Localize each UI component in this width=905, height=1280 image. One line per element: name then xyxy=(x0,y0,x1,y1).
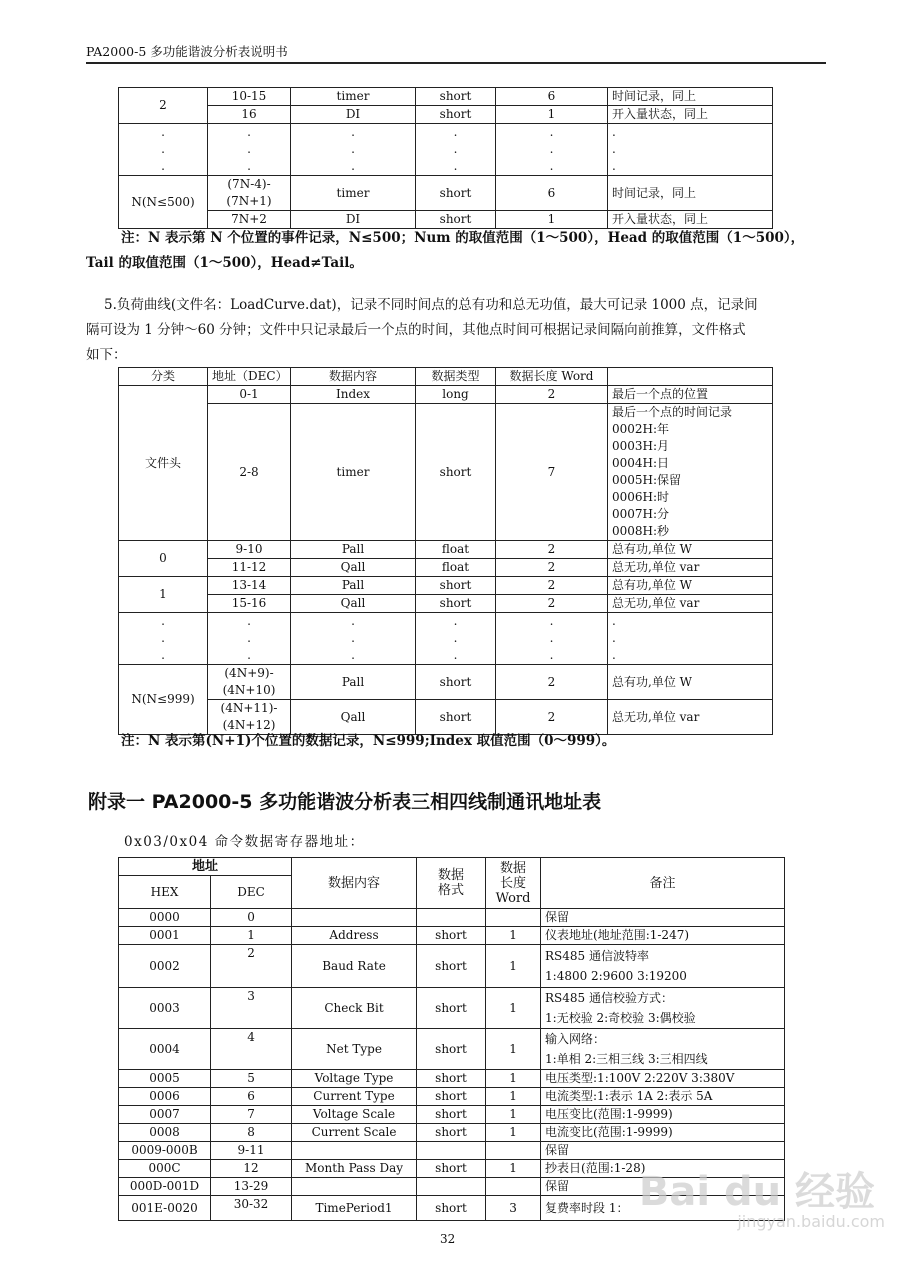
dec-cell: 8 xyxy=(211,1124,292,1142)
format-cell: short xyxy=(417,1070,486,1088)
content-cell: Pall xyxy=(291,577,416,595)
remark-cell: 保留 xyxy=(541,1178,785,1196)
type-cell: short xyxy=(416,176,496,211)
header-content: 数据内容 xyxy=(292,858,417,909)
length-cell: . . . xyxy=(496,124,608,176)
page-number: 32 xyxy=(440,1232,456,1246)
remark-cell: 时间记录，同上 xyxy=(608,176,773,211)
hex-cell: 0000 xyxy=(119,909,211,927)
table-row xyxy=(119,1106,785,1124)
remark-cell: 总有功,单位 W xyxy=(608,577,773,595)
content-cell: Pall xyxy=(291,665,416,700)
note-event-records xyxy=(86,226,831,276)
type-cell: short xyxy=(416,211,496,229)
table-row xyxy=(119,988,785,1029)
content-cell: Pall xyxy=(291,541,416,559)
type-cell: short xyxy=(416,665,496,700)
remark-cell: 开入量状态，同上 xyxy=(608,211,773,229)
header-remark: 备注 xyxy=(541,858,785,909)
hex-cell: 000D-001D xyxy=(119,1178,211,1196)
hex-cell: 0005 xyxy=(119,1070,211,1088)
paragraph-line: 5.负荷曲线(文件名：LoadCurve.dat)，记录不同时间点的总有功和总无功值，最大可记录 1000 点，记录间 xyxy=(104,297,758,313)
table-row xyxy=(119,1070,785,1088)
paragraph-line: 如下： xyxy=(86,347,127,363)
remark-cell: 开入量状态，同上 xyxy=(608,106,773,124)
dec-cell: 1 xyxy=(211,927,292,945)
content-cell: Net Type xyxy=(292,1029,417,1070)
paragraph-line: 隔可设为 1 分钟～60 分钟；文件中只记录最后一个点的时间，其他点时间可根据记录间隔向前推算，文件格式 xyxy=(86,322,746,338)
column-header: 地址（DEC） xyxy=(208,368,291,386)
type-cell: float xyxy=(416,541,496,559)
format-cell: short xyxy=(417,1160,486,1178)
content-cell: Current Type xyxy=(292,1088,417,1106)
content-cell: Baud Rate xyxy=(292,945,417,988)
column-header xyxy=(608,368,773,386)
content-cell: DI xyxy=(291,106,416,124)
address-cell: 13-14 xyxy=(208,577,291,595)
length-cell xyxy=(486,1142,541,1160)
dec-cell: 7 xyxy=(211,1106,292,1124)
hex-cell: 0001 xyxy=(119,927,211,945)
column-header: 分类 xyxy=(119,368,208,386)
content-cell: Voltage Scale xyxy=(292,1106,417,1124)
length-cell: . . . xyxy=(496,613,608,665)
remark-cell: 总无功,单位 var xyxy=(608,595,773,613)
address-cell: 9-10 xyxy=(208,541,291,559)
column-header: 数据长度 Word xyxy=(496,368,608,386)
hex-cell: 0009-000B xyxy=(119,1142,211,1160)
dec-cell: 30-32 xyxy=(211,1196,292,1221)
dec-cell: 9-11 xyxy=(211,1142,292,1160)
header-format: 数据 格式 xyxy=(417,858,486,909)
column-header: 数据内容 xyxy=(291,368,416,386)
category-cell: 文件头 xyxy=(119,386,208,541)
remark-cell: . . . xyxy=(608,613,773,665)
header-dec: DEC xyxy=(211,876,292,909)
format-cell: short xyxy=(417,1124,486,1142)
remark-cell: 仪表地址(地址范围:1-247) xyxy=(541,927,785,945)
remark-cell: . . . xyxy=(608,124,773,176)
content-cell: . . . xyxy=(291,613,416,665)
table-row xyxy=(119,927,785,945)
content-cell: Qall xyxy=(291,700,416,735)
dec-cell: 2 xyxy=(211,945,292,988)
remark-cell: 总无功,单位 var xyxy=(608,700,773,735)
content-cell: Check Bit xyxy=(292,988,417,1029)
table-row xyxy=(119,595,773,613)
length-cell: 1 xyxy=(486,1124,541,1142)
content-cell: Index xyxy=(291,386,416,404)
length-cell: 2 xyxy=(496,595,608,613)
length-cell: 1 xyxy=(486,1029,541,1070)
content-cell: DI xyxy=(291,211,416,229)
address-cell: (4N+9)- (4N+10) xyxy=(208,665,291,700)
table-row xyxy=(119,909,785,927)
category-cell: 1 xyxy=(119,577,208,613)
remark-cell: 抄表日(范围:1-28) xyxy=(541,1160,785,1178)
hex-cell: 0008 xyxy=(119,1124,211,1142)
format-cell: short xyxy=(417,927,486,945)
table-row xyxy=(119,1088,785,1106)
content-cell: Qall xyxy=(291,595,416,613)
length-cell: 1 xyxy=(486,1106,541,1124)
format-cell: short xyxy=(417,1088,486,1106)
dec-cell: 4 xyxy=(211,1029,292,1070)
length-cell: 7 xyxy=(496,404,608,541)
category-cell: . . . xyxy=(119,124,208,176)
type-cell: short xyxy=(416,577,496,595)
header-length: 数据 长度 Word xyxy=(486,858,541,909)
length-cell: 2 xyxy=(496,541,608,559)
format-cell: short xyxy=(417,1196,486,1221)
category-cell: N(N≤999) xyxy=(119,665,208,735)
type-cell: short xyxy=(416,404,496,541)
type-cell: short xyxy=(416,106,496,124)
length-cell: 1 xyxy=(496,106,608,124)
table-row xyxy=(119,945,785,988)
note-load-curve: 注：N 表示第(N+1)个位置的数据记录，N≤999;Index 取值范围（0～999）。 xyxy=(121,733,616,749)
hex-cell: 0002 xyxy=(119,945,211,988)
length-cell: 6 xyxy=(496,88,608,106)
type-cell: short xyxy=(416,700,496,735)
table-row xyxy=(119,541,773,559)
remark-cell: 保留 xyxy=(541,909,785,927)
category-cell: N(N≤500) xyxy=(119,176,208,229)
format-cell xyxy=(417,909,486,927)
format-cell xyxy=(417,1178,486,1196)
category-cell: 2 xyxy=(119,88,208,124)
content-cell: timer xyxy=(291,176,416,211)
hex-cell: 001E-0020 xyxy=(119,1196,211,1221)
appendix-title: 附录一 PA2000-5 多功能谐波分析表三相四线制通讯地址表 xyxy=(88,791,602,813)
content-cell xyxy=(292,1142,417,1160)
content-cell: . . . xyxy=(291,124,416,176)
address-cell: 2-8 xyxy=(208,404,291,541)
length-cell xyxy=(486,909,541,927)
address-cell: (7N-4)- (7N+1) xyxy=(208,176,291,211)
content-cell: Voltage Type xyxy=(292,1070,417,1088)
address-cell: 7N+2 xyxy=(208,211,291,229)
address-cell: 16 xyxy=(208,106,291,124)
table-row xyxy=(119,88,773,106)
remark-cell: 时间记录，同上 xyxy=(608,88,773,106)
appendix-subtitle: 0x03/0x04 命令数据寄存器地址： xyxy=(124,834,365,850)
table-row xyxy=(119,577,773,595)
address-cell: 10-15 xyxy=(208,88,291,106)
dec-cell: 12 xyxy=(211,1160,292,1178)
dec-cell: 6 xyxy=(211,1088,292,1106)
table-row xyxy=(119,386,773,404)
address-cell: . . . xyxy=(208,613,291,665)
table-row xyxy=(119,1029,785,1070)
remark-cell: 总有功,单位 W xyxy=(608,665,773,700)
content-cell: Current Scale xyxy=(292,1124,417,1142)
header-hex: HEX xyxy=(119,876,211,909)
event-record-table xyxy=(118,87,773,229)
address-cell: 0-1 xyxy=(208,386,291,404)
length-cell: 1 xyxy=(486,1070,541,1088)
address-cell: (4N+11)- (4N+12) xyxy=(208,700,291,735)
length-cell: 2 xyxy=(496,665,608,700)
remark-cell: 电流类型:1:表示 1A 2:表示 5A xyxy=(541,1088,785,1106)
length-cell: 6 xyxy=(496,176,608,211)
category-cell: 0 xyxy=(119,541,208,577)
dec-cell: 0 xyxy=(211,909,292,927)
address-cell: . . . xyxy=(208,124,291,176)
content-cell: Qall xyxy=(291,559,416,577)
remark-cell: 最后一个点的位置 xyxy=(608,386,773,404)
content-cell xyxy=(292,1178,417,1196)
length-cell xyxy=(486,1178,541,1196)
hex-cell: 0003 xyxy=(119,988,211,1029)
type-cell: . . . xyxy=(416,124,496,176)
category-cell: . . . xyxy=(119,613,208,665)
address-cell: 15-16 xyxy=(208,595,291,613)
content-cell: timer xyxy=(291,88,416,106)
length-cell: 2 xyxy=(496,559,608,577)
type-cell: short xyxy=(416,595,496,613)
content-cell: TimePeriod1 xyxy=(292,1196,417,1221)
remark-cell: 电流变比(范围:1-9999) xyxy=(541,1124,785,1142)
length-cell: 2 xyxy=(496,386,608,404)
remark-cell: 电压变比(范围:1-9999) xyxy=(541,1106,785,1124)
table-row xyxy=(119,665,773,700)
content-cell: Month Pass Day xyxy=(292,1160,417,1178)
remark-cell: 最后一个点的时间记录 0002H:年 0003H:月 0004H:日 0005H:保留 0006H:时 0007H:分 0008H:秒 xyxy=(608,404,773,541)
length-cell: 2 xyxy=(496,577,608,595)
table-row xyxy=(119,613,773,665)
length-cell: 1 xyxy=(496,211,608,229)
dec-cell: 3 xyxy=(211,988,292,1029)
remark-cell: 总有功,单位 W xyxy=(608,541,773,559)
table-row xyxy=(119,1142,785,1160)
table-row xyxy=(119,124,773,176)
running-header: PA2000-5 多功能谐波分析表说明书 xyxy=(86,44,288,59)
type-cell: . . . xyxy=(416,613,496,665)
table-row xyxy=(119,404,773,541)
length-cell: 1 xyxy=(486,927,541,945)
length-cell: 2 xyxy=(496,700,608,735)
length-cell: 1 xyxy=(486,945,541,988)
table-row xyxy=(119,176,773,211)
dec-cell: 5 xyxy=(211,1070,292,1088)
table-row xyxy=(119,559,773,577)
format-cell: short xyxy=(417,1029,486,1070)
column-header: 数据类型 xyxy=(416,368,496,386)
remark-cell: 总无功,单位 var xyxy=(608,559,773,577)
content-cell: Address xyxy=(292,927,417,945)
length-cell: 3 xyxy=(486,1196,541,1221)
format-cell: short xyxy=(417,988,486,1029)
load-curve-table xyxy=(118,367,773,735)
format-cell xyxy=(417,1142,486,1160)
table-row xyxy=(119,1124,785,1142)
format-cell: short xyxy=(417,1106,486,1124)
content-cell: timer xyxy=(291,404,416,541)
hex-cell: 0007 xyxy=(119,1106,211,1124)
remark-cell: 电压类型:1:100V 2:220V 3:380V xyxy=(541,1070,785,1088)
note-line: 注：N 表示第 N 个位置的事件记录，N≤500；Num 的取值范围（1～500），Head 的取值范围（1～500）， xyxy=(121,230,805,246)
type-cell: short xyxy=(416,88,496,106)
length-cell: 1 xyxy=(486,1088,541,1106)
remark-cell: 保留 xyxy=(541,1142,785,1160)
baidu-watermark-url: jingyan.baidu.com xyxy=(737,1212,885,1231)
remark-cell: 输入网络： 1:单相 2:三相三线 3:三相四线 xyxy=(541,1029,785,1070)
dec-cell: 13-29 xyxy=(211,1178,292,1196)
hex-cell: 0004 xyxy=(119,1029,211,1070)
header-rule xyxy=(86,62,826,64)
type-cell: long xyxy=(416,386,496,404)
content-cell xyxy=(292,909,417,927)
format-cell: short xyxy=(417,945,486,988)
address-cell: 11-12 xyxy=(208,559,291,577)
hex-cell: 0006 xyxy=(119,1088,211,1106)
length-cell: 1 xyxy=(486,1160,541,1178)
type-cell: float xyxy=(416,559,496,577)
remark-cell: 复费率时段 1： xyxy=(541,1196,785,1221)
remark-cell: RS485 通信校验方式： 1:无校验 2:奇校验 3:偶校验 xyxy=(541,988,785,1029)
remark-cell: RS485 通信波特率 1:4800 2:9600 3:19200 xyxy=(541,945,785,988)
hex-cell: 000C xyxy=(119,1160,211,1178)
header-address: 地址 xyxy=(119,858,292,876)
note-line: Tail 的取值范围（1～500），Head≠Tail。 xyxy=(86,255,363,271)
table-row xyxy=(119,106,773,124)
header-row xyxy=(119,368,773,386)
baidu-watermark-logo: Bai du 经验 xyxy=(638,1169,875,1215)
length-cell: 1 xyxy=(486,988,541,1029)
paragraph-load-curve xyxy=(86,293,831,368)
